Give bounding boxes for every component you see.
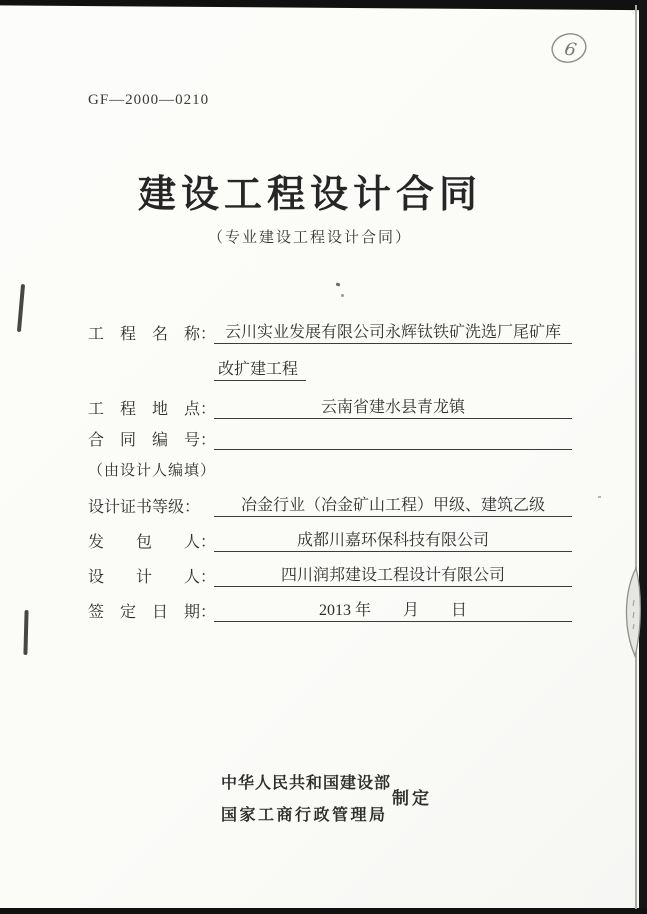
field-value-underline: 冶金行业（冶金矿山工程）甲级、建筑乙级	[214, 492, 572, 517]
field-row-designer	[88, 562, 572, 587]
page-edge-line	[635, 5, 637, 909]
field-value-underline: 四川润邦建设工程设计有限公司	[214, 562, 572, 587]
field-label: 发 包 人：	[88, 534, 217, 551]
footer-issuer-2: 国家工商行政管理局	[221, 807, 388, 824]
field-value-continuation: 改扩建工程	[214, 356, 306, 381]
footer-issuer-1: 中华人民共和国建设部	[221, 775, 392, 792]
field-value-underline: 2013 年 月 日	[214, 597, 572, 622]
field-note: （由设计人编填）	[88, 463, 217, 479]
binding-mark	[17, 284, 25, 332]
field-row-contract-number	[88, 427, 572, 450]
field-label: 合 同 编 号：	[88, 432, 217, 449]
footer-stamp: 制定	[392, 789, 432, 808]
doc-code: GF—2000—0210	[88, 92, 210, 108]
page-title: 建设工程设计合同	[137, 174, 482, 216]
field-value-underline: 云南省建水县青龙镇	[214, 394, 572, 419]
scan-speck	[598, 496, 601, 498]
scan-border-bottom	[0, 908, 647, 914]
field-label: 签 定 日 期：	[88, 604, 217, 621]
field-row-certificate-grade	[88, 492, 572, 517]
field-value-underline: 成都川嘉环保科技有限公司	[214, 527, 572, 552]
field-value-underline-blank	[214, 427, 572, 450]
scan-speck	[341, 294, 344, 297]
field-label: 工 程 地 点：	[88, 401, 217, 418]
field-label: 设计证书等级：	[88, 499, 201, 516]
field-label: 工 程 名 称：	[88, 326, 217, 343]
scan-speck	[336, 282, 341, 286]
field-row-signing-date	[88, 597, 572, 622]
scan-border-top	[0, 0, 647, 12]
scan-border-right	[639, 0, 647, 914]
field-value-underline: 云川实业发展有限公司永辉钛铁矿洗选厂尾矿库	[214, 319, 572, 344]
field-label: 设 计 人：	[88, 569, 217, 586]
binding-mark	[23, 610, 28, 655]
page-number-digit: 6	[562, 38, 579, 62]
page-subtitle: （专业建设工程设计合同）	[207, 230, 412, 246]
field-row-project-location	[88, 394, 572, 419]
field-row-employer	[88, 527, 572, 552]
handwritten-page-number-circle-icon	[544, 26, 594, 72]
page-curl-artifact	[612, 566, 646, 658]
field-row-project-name	[88, 319, 572, 344]
